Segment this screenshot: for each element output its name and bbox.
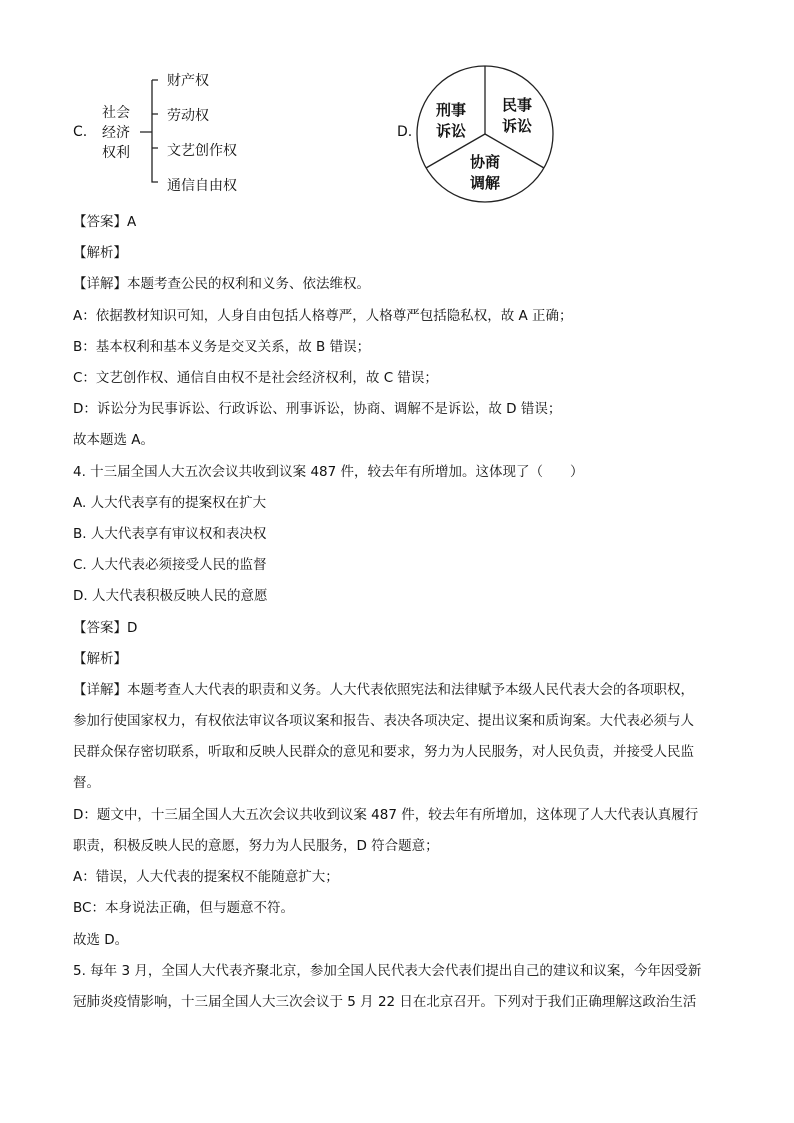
q4-option-a: A. 人大代表享有的提案权在扩大 [73,495,267,511]
q4-conclusion: 故选 D。 [73,932,129,948]
q4-d-line-1: D：题文中，十三届全国人大五次会议共收到议案 487 件，较去年有所增加，这体现了人大代表认真履行 [73,807,699,823]
q4-bc-line: BC：本身说法正确，但与题意不符。 [73,900,294,916]
pie-segment-civil-line-2: 诉讼 [502,117,533,135]
q4-detail-line-2: 参加行使国家权力，有权依法审议各项议案和报告、表决各项决定、提出议案和质询案。大代表必须与人 [73,713,694,729]
q3-item-b: B：基本权利和基本义务是交叉关系，故 B 错误； [73,339,371,355]
option-d-letter: D. [397,124,413,140]
pie-segment-civil-line-1: 民事 [502,96,533,114]
q3-analysis-heading: 【解析】 [73,245,127,261]
q5-line-1: 5. 每年 3 月，全国人大代表齐聚北京，参加全国人民代表大会代表们提出自己的建议和议案，今年因受新 [73,963,702,979]
q3-detail: 【详解】本题考查公民的权利和义务、依法维权。 [73,276,370,292]
tree-branch-communication: 通信自由权 [167,178,237,194]
pie-segment-criminal-line-2: 诉讼 [436,122,467,140]
option-c-letter: C. [73,124,88,140]
q3-conclusion: 故本题选 A。 [73,432,155,448]
pie-segment-mediation-line-2: 调解 [470,174,501,192]
q4-detail-line-3: 民群众保存密切联系，听取和反映人民群众的意见和要求，努力为人民服务，对人民负责，并接受人民监 [73,744,694,760]
q4-detail-line-4: 督。 [73,775,100,791]
q5-line-2: 冠肺炎疫情影响，十三届全国人大三次会议于 5 月 22 日在北京召开。下列对于我们正确理解这政治生活 [73,994,697,1010]
pie-segment-criminal-line-1: 刑事 [436,101,467,119]
q4-option-d: D. 人大代表积极反映人民的意愿 [73,588,268,604]
q3-item-a: A：依据教材知识可知，人身自由包括人格尊严，人格尊严包括隐私权，故 A 正确； [73,308,573,324]
q3-item-d: D：诉讼分为民事诉讼、行政诉讼、刑事诉讼，协商、调解不是诉讼，故 D 错误； [73,401,562,417]
q3-item-c: C：文艺创作权、通信自由权不是社会经济权利，故 C 错误； [73,370,438,386]
q4-option-c: C. 人大代表必须接受人民的监督 [73,557,267,573]
tree-branch-labor: 劳动权 [167,108,209,124]
tree-root-line-1: 社会 [102,105,130,121]
tree-branch-literary: 文艺创作权 [167,143,237,159]
pie-segment-mediation-line-1: 协商 [470,153,501,171]
q4-answer: 【答案】D [73,620,138,636]
q4-a-line: A：错误，人大代表的提案权不能随意扩大； [73,869,339,885]
q4-detail-line-1: 【详解】本题考查人大代表的职责和义务。人大代表依照宪法和法律赋予本级人民代表大会的各项职权， [73,682,694,698]
q4-d-line-2: 职责，积极反映人民的意愿，努力为人民服务，D 符合题意； [73,838,439,854]
tree-branch-property: 财产权 [167,73,209,89]
q4-analysis-heading: 【解析】 [73,651,127,667]
q4-stem: 4. 十三届全国人大五次会议共收到议案 487 件，较去年有所增加。这体现了（ ） [73,464,584,480]
q3-answer: 【答案】A [73,214,137,230]
tree-root-line-3: 权利 [102,145,130,161]
q4-option-b: B. 人大代表享有审议权和表决权 [73,526,267,542]
tree-root-line-2: 经济 [102,125,130,141]
